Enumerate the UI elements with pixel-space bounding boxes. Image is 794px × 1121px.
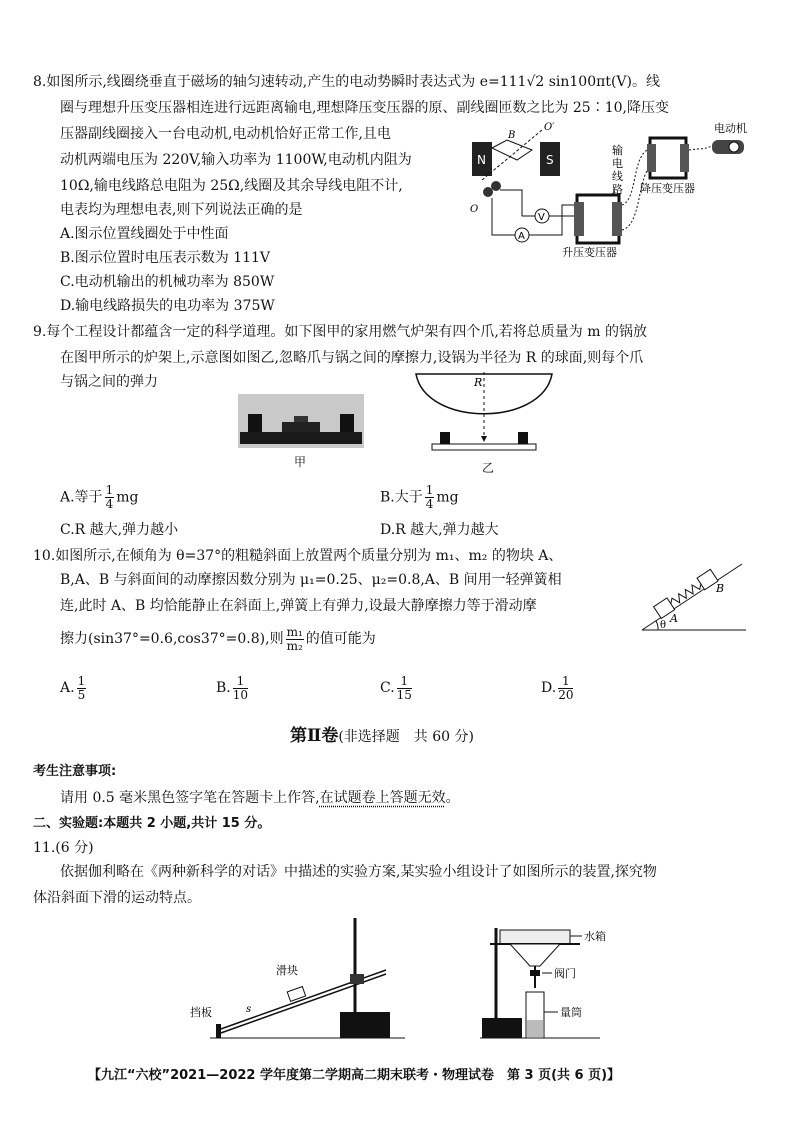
step-down-coil (647, 144, 656, 172)
q10-option-fraction: $\frac{1}{5}$ (77, 673, 86, 702)
block-a-label: A (670, 612, 678, 625)
part2-subtitle: (非选择题 共 60 分) (338, 729, 474, 745)
incline (642, 564, 742, 630)
q9-option-b-label: B.大于 (380, 489, 423, 506)
transmission-line (622, 150, 647, 205)
q9-pot-diagram (414, 372, 554, 458)
magnet-s-label: S (546, 153, 554, 167)
motor-pulley (729, 142, 739, 152)
q9-option-d: D.R 越大,弹力越大 (380, 522, 499, 538)
notice-end: 。 (445, 790, 460, 806)
claw-left (440, 432, 450, 444)
line-label-2: 电 (612, 157, 623, 170)
q8-line6: 电表均为理想电表,则下列说法正确的是 (60, 202, 303, 218)
magnet-n-label: N (477, 153, 486, 167)
stove-base (432, 444, 536, 450)
transmission-line (622, 165, 652, 230)
notice-emphasis: 在试题卷上答题无效 (319, 790, 446, 806)
theta-label: θ (660, 620, 667, 631)
q10-line3: 连,此时 A、B 均恰能静止在斜面上,弹簧上有弹力,设最大静摩擦力等于滑动摩 (60, 598, 537, 614)
q10-option-3 (541, 670, 575, 706)
line-label-4: 路 (612, 183, 623, 196)
q8-option-d: D.输电线路损失的电功率为 375W (60, 298, 275, 314)
q11-line1: 依据伽利略在《两种新科学的对话》中描述的实验方案,某实验小组设计了如图所示的装置,探究物 (60, 864, 657, 880)
ammeter-label: A (518, 231, 525, 242)
q9-line2: 在图甲所示的炉架上,示意图如图乙,忽略爪与锅之间的摩擦力,设锅为半径为 R 的球面,则每个爪 (60, 350, 644, 366)
notice-title: 考生注意事项: (33, 764, 117, 779)
slider-label: 滑块 (276, 964, 298, 977)
step-up-label: 升压变压器 (562, 246, 617, 259)
line-label-1: 输 (612, 144, 623, 157)
spring (669, 581, 703, 607)
cylinder-label: 量筒 (560, 1006, 582, 1019)
claw-right (518, 432, 528, 444)
q10-option-label: D. (541, 680, 557, 696)
q11-number: 11.(6 分) (33, 840, 94, 856)
q10-option-2 (380, 670, 414, 706)
section-heading: 二、实验题:本题共 2 小题,共计 15 分。 (33, 816, 271, 831)
line-label-3: 线 (612, 170, 623, 183)
q9-fig-jia-caption: 甲 (294, 455, 307, 469)
notice-pre: 请用 0.5 毫米黑色签字笔在答题卡上作答, (60, 790, 320, 806)
q10-option-label: A. (60, 680, 75, 696)
q8-option-a: A.图示位置线圈处于中性面 (60, 226, 229, 242)
axis-o-label: O (470, 204, 479, 215)
q8-line3: 压器副线圈接入一台电动机,电动机恰好正常工作,且电 (60, 126, 391, 142)
notice-text (60, 788, 460, 808)
unit: mg (116, 489, 139, 506)
step-up-coil (574, 202, 584, 236)
q8-line5: 10Ω,输电线路总电阻为 25Ω,线圈及其余导线电阻不计, (60, 178, 403, 194)
unit: mg (436, 489, 459, 506)
clamp (350, 974, 364, 984)
step-down-coil (680, 144, 689, 172)
q10-option-fraction: $\frac{1}{20}$ (558, 673, 574, 702)
page-footer: 【九江“六校”2021—2022 学年度第二学期高二期末联考・物理试卷 第 3 页(共 6 页)】 (88, 1068, 621, 1083)
right-stand-base (482, 1018, 522, 1038)
stopper-label: 挡板 (190, 1006, 212, 1019)
q9-fig-yi-caption: 乙 (482, 461, 495, 475)
motor-wire (689, 146, 712, 150)
valve-label: 阀门 (554, 967, 576, 980)
field-b-label: B (508, 130, 516, 141)
mass-ratio: $\frac{\text{m₁}}{\text{m₂}}$ (286, 624, 303, 653)
slip-ring (491, 181, 501, 191)
q8-line1: 8.如图所示,线圈绕垂直于磁场的轴匀速转动,产生的电动势瞬时表达式为 e=111√2 sin100πt(V)。线 (33, 74, 660, 90)
q10-line1: 10.如图所示,在倾角为 θ=37°的粗糙斜面上放置两个质量分别为 m₁、m₂ 的物块 A、 (33, 548, 563, 564)
q10-line4-post: 的值可能为 (305, 631, 376, 647)
q9-stove-photo (238, 394, 364, 448)
q10-option-fraction: $\frac{1}{10}$ (232, 673, 249, 702)
stand-base (340, 1012, 390, 1038)
block-b-label: B (716, 582, 725, 595)
q9-line1: 9.每个工程设计都蕴含一定的科学道理。如下图甲的家用燃气炉架有四个爪,若将总质量为 m 的锅放 (33, 324, 647, 340)
valve (530, 970, 540, 976)
q9-option-c: C.R 越大,弹力越小 (60, 522, 179, 538)
step-down-label: 降压变压器 (640, 182, 695, 195)
stopper (216, 1024, 221, 1038)
distance-label: s (246, 1004, 252, 1015)
q8-line4: 动机两端电压为 220V,输入功率为 1100W,电动机内阻为 (60, 152, 412, 168)
q9-line3: 与锅之间的弹力 (60, 374, 158, 390)
q9-option-a-label: A.等于 (60, 489, 103, 506)
q9-option-b (380, 484, 459, 511)
q10-option-1 (216, 670, 250, 706)
q10-option-label: C. (380, 680, 395, 696)
axis-o2-label: O′ (544, 122, 555, 133)
q8-circuit-figure (462, 120, 762, 260)
water-tank (500, 930, 570, 944)
tank-label: 水箱 (584, 930, 606, 943)
q8-option-c: C.电动机输出的机械功率为 850W (60, 274, 275, 290)
q10-line2: B,A、B 与斜面间的动摩擦因数分别为 μ₁=0.25、μ₂=0.8,A、B 间用一轻弹簧相 (60, 572, 562, 588)
q9-option-a (60, 484, 138, 511)
q10-line4 (60, 624, 376, 654)
funnel (510, 944, 560, 966)
voltmeter-label: V (538, 212, 545, 223)
fraction: $\frac{1}{4}$ (425, 483, 434, 511)
slip-ring (483, 187, 493, 197)
q8-line2: 圈与理想升压变压器相连进行远距离输电,理想降压变压器的原、副线圈匝数之比为 25∶10,降压变 (60, 100, 669, 116)
part2-title-main: 第Ⅱ卷 (290, 726, 339, 746)
radius-label: R (474, 376, 483, 389)
step-up-coil (612, 202, 622, 236)
q8-option-b: B.图示位置时电压表示数为 111V (60, 250, 271, 266)
q11-line2: 体沿斜面下滑的运动特点。 (33, 890, 201, 906)
part2-title (290, 726, 474, 747)
q11-apparatus-figure (190, 908, 640, 1053)
q10-incline-figure (640, 548, 750, 638)
motor-label: 电动机 (714, 122, 747, 135)
fraction: $\frac{1}{4}$ (105, 483, 114, 511)
q10-option-label: B. (216, 680, 231, 696)
q10-line4-pre: 擦力(sin37°=0.6,cos37°=0.8),则 (60, 631, 284, 647)
q10-option-fraction: $\frac{1}{15}$ (396, 673, 412, 702)
q10-option-0 (60, 670, 88, 706)
